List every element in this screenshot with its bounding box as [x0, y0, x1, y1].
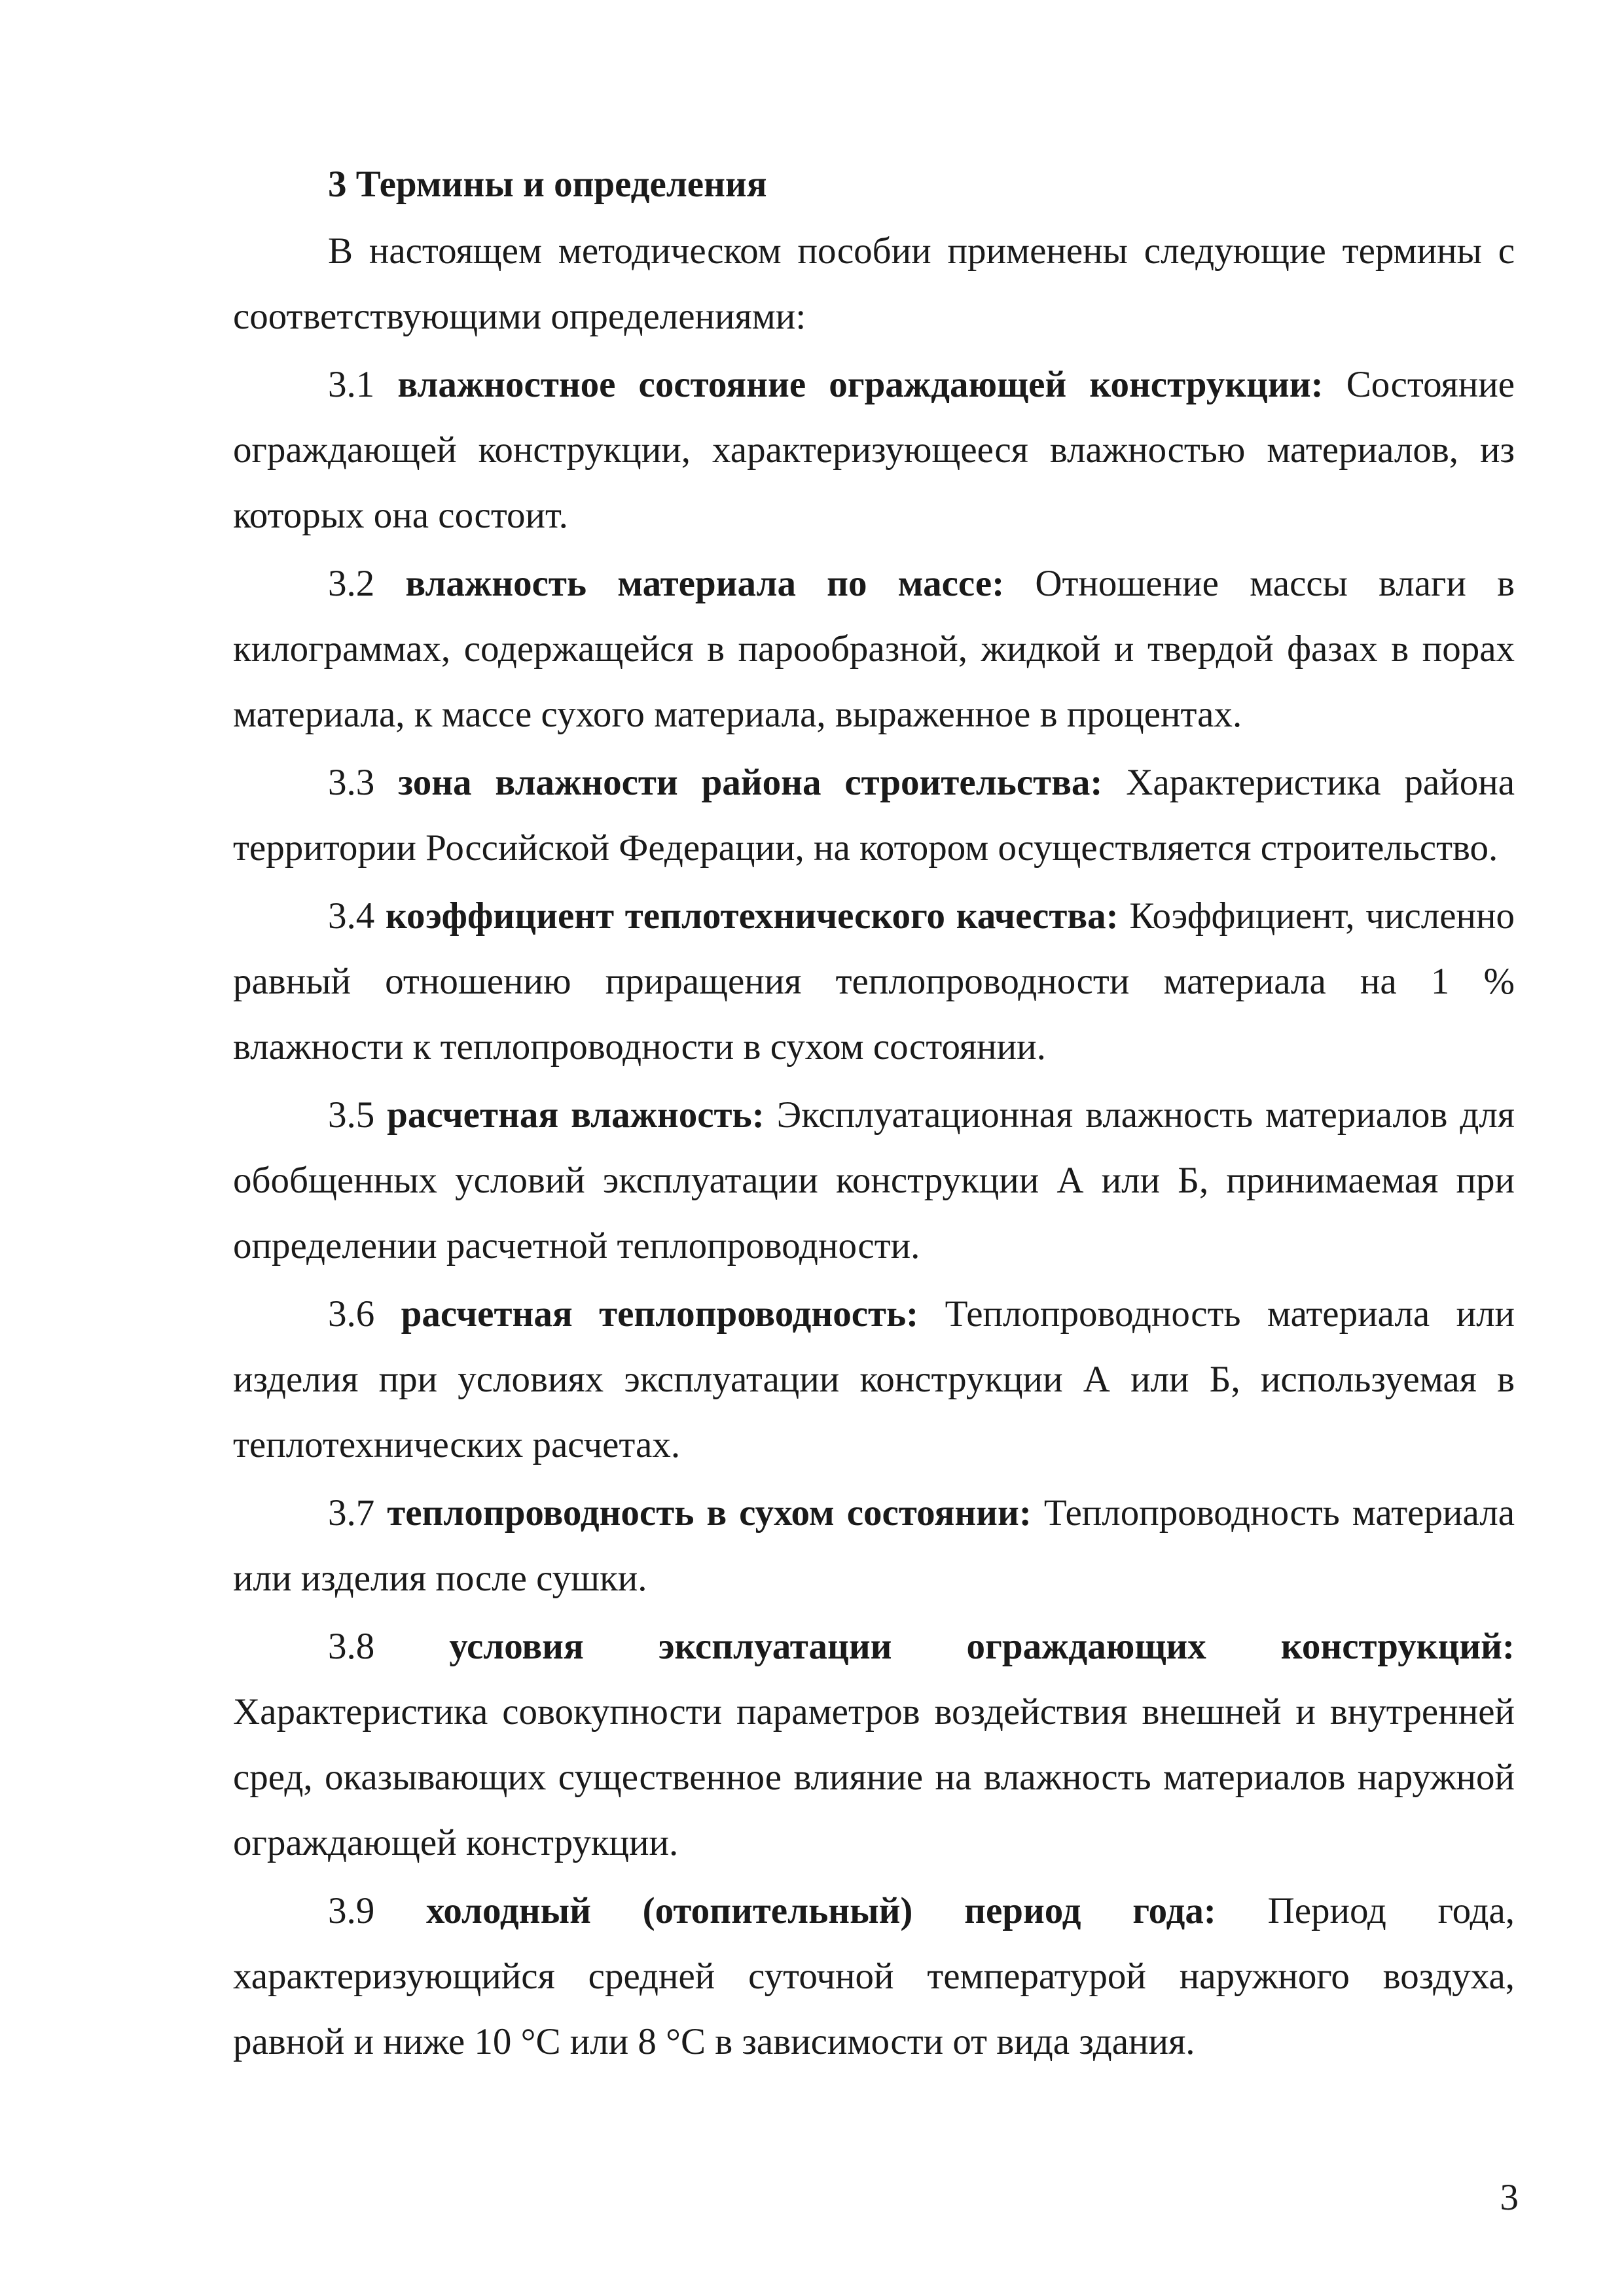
- term-definition: Состояние ограждающей конструкции, характеризующееся влажностью материалов, из которых она состоит.: [233, 364, 1515, 536]
- term-definition: Отношение массы влаги в килограммах, содержащейся в парообразной, жидкой и твердой фазах в порах материала, к массе сухого материала, выраженное в процентах.: [233, 563, 1515, 735]
- intro-paragraph: В настоящем методическом пособии применены следующие термины с соответствующими определениями:: [233, 230, 1515, 337]
- term-title: расчетная влажность:: [387, 1094, 765, 1136]
- term-number: 3.3: [328, 762, 375, 803]
- term-title: влажностное состояние ограждающей конструкции:: [397, 364, 1324, 405]
- term-number: 3.6: [328, 1293, 375, 1335]
- term-item-3-5: [233, 1083, 1515, 1279]
- page-content: [233, 152, 1515, 2077]
- term-item-3-9: [233, 1878, 1515, 2075]
- term-title: влажность материала по массе:: [405, 563, 1005, 604]
- term-definition: Характеристика совокупности параметров воздействия внешней и внутренней сред, оказывающих существенное влияние на влажность материалов наружной ограждающей конструкции.: [233, 1691, 1515, 1863]
- term-definition: Характеристика района территории Российской Федерации, на котором осуществляется строительство.: [233, 762, 1515, 869]
- term-number: 3.9: [328, 1890, 375, 1931]
- term-item-3-7: [233, 1480, 1515, 1611]
- page-number: 3: [1500, 2177, 1519, 2218]
- term-title: условия эксплуатации ограждающих конструкций:: [449, 1626, 1515, 1667]
- term-item-3-3: [233, 750, 1515, 881]
- term-item-3-4: [233, 884, 1515, 1080]
- term-title: расчетная теплопроводность:: [401, 1293, 919, 1335]
- term-definition: Эксплуатационная влажность материалов для обобщенных условий эксплуатации конструкции А или Б, принимаемая при определении расчетной теплопроводности.: [233, 1094, 1515, 1266]
- term-item-3-1: [233, 352, 1515, 548]
- term-title: холодный (отопительный) период года:: [425, 1890, 1216, 1931]
- term-number: 3.8: [328, 1626, 375, 1667]
- term-number: 3.5: [328, 1094, 375, 1136]
- term-definition: Период года, характеризующийся средней суточной температурой наружного воздуха, равной и ниже 10 °С или 8 °С в зависимости от вида здания.: [233, 1890, 1515, 2062]
- term-definition: Теплопроводность материала или изделия при условиях эксплуатации конструкции А или Б, используемая в теплотехнических расчетах.: [233, 1293, 1515, 1465]
- term-item-3-6: [233, 1282, 1515, 1478]
- term-definition: Теплопроводность материала или изделия после сушки.: [233, 1492, 1515, 1599]
- term-number: 3.4: [328, 895, 375, 937]
- section-heading: 3 Термины и определения: [328, 164, 767, 205]
- term-title: коэффициент теплотехнического качества:: [385, 895, 1119, 937]
- term-title: зона влажности района строительства:: [398, 762, 1103, 803]
- term-item-3-8: [233, 1614, 1515, 1876]
- term-number: 3.2: [328, 563, 375, 604]
- term-definition: Коэффициент, численно равный отношению приращения теплопроводности материала на 1 % влажности к теплопроводности в сухом состоянии.: [233, 895, 1515, 1067]
- term-title: теплопроводность в сухом состоянии:: [387, 1492, 1032, 1534]
- term-item-3-2: [233, 551, 1515, 747]
- term-number: 3.1: [328, 364, 375, 405]
- term-number: 3.7: [328, 1492, 375, 1534]
